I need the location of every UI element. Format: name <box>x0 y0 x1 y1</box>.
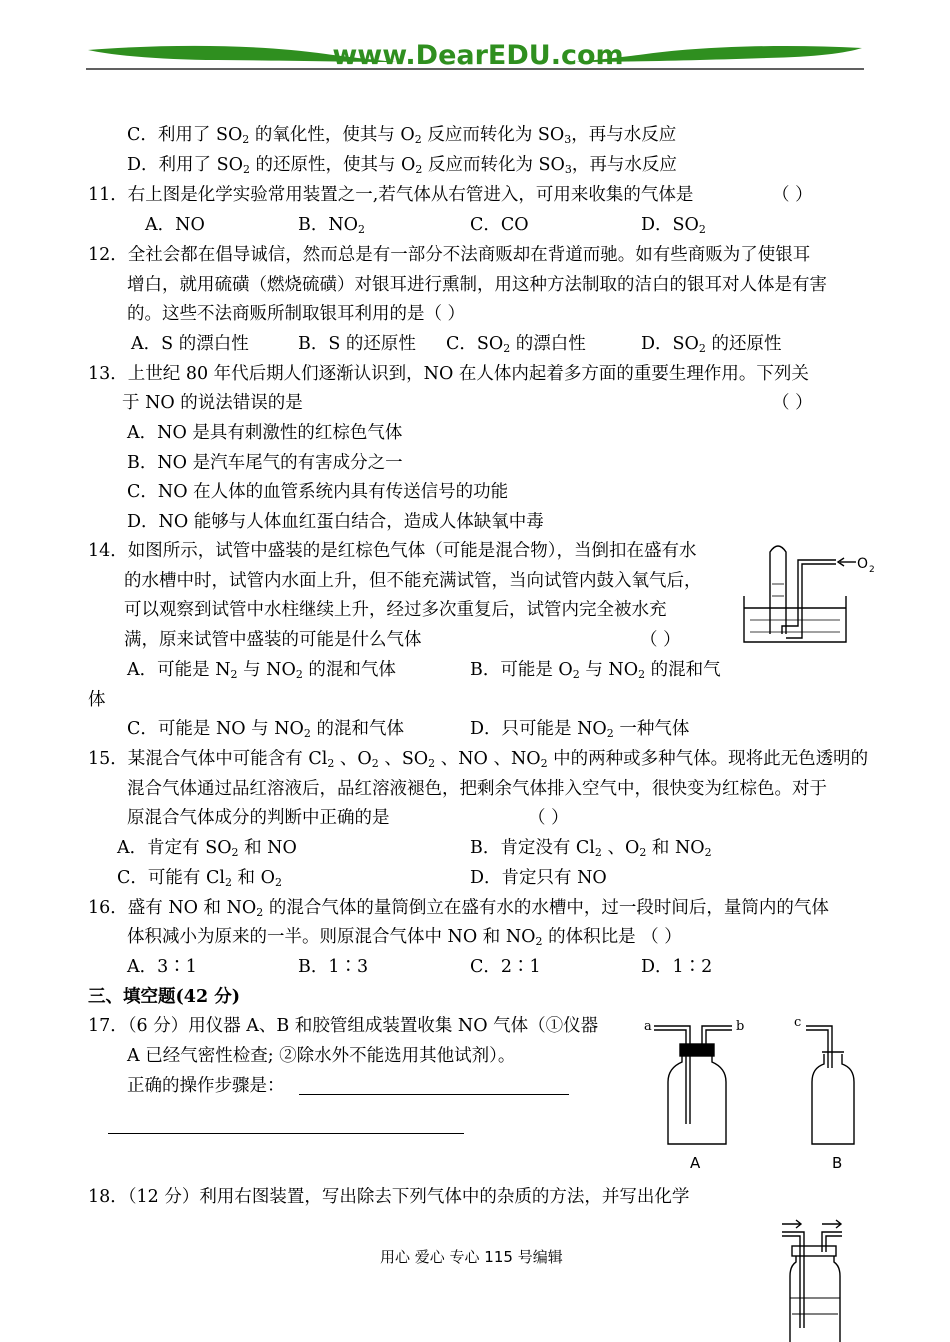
q12-option-c: C．$SO_2$ 的漂白性 <box>446 334 586 355</box>
q14-line-3: 可以观察到试管中水柱继续上升，经过多次重复后，试管内完全被水充 <box>124 600 667 620</box>
q14-answer-bracket: （ ） <box>640 630 681 650</box>
q17-answer-blank-2[interactable] <box>108 1133 464 1134</box>
q11-option-c: C．CO <box>470 215 529 235</box>
bottle-b <box>812 1054 854 1144</box>
water-trough <box>744 596 846 642</box>
q16-option-a: A．3∶1 <box>127 957 197 977</box>
q15-option-a: A．肯定有 $SO_2$ 和 NO <box>117 838 297 859</box>
label-a: a <box>644 1019 652 1034</box>
q17-line-3: 正确的操作步骤是： <box>127 1076 285 1096</box>
q13-option-d: D．NO 能够与人体血红蛋白结合，造成人体缺氧中毒 <box>127 512 544 532</box>
q16-option-d: D．1∶2 <box>641 957 713 977</box>
q14-option-b-wrap: 体 <box>88 690 106 710</box>
oxygen-label-sub: 2 <box>869 565 875 575</box>
q10-option-c: C．利用了 $SO_2$ 的氧化性，使其与 $O_2$ 反应而转化为 $SO_3$，再与水反应 <box>127 125 677 146</box>
q14-option-b: B．可能是 $O_2$ 与 $NO_2$ 的混和气 <box>470 660 721 681</box>
q18-apparatus-figure <box>778 1218 848 1342</box>
q14-line-4: 满，原来试管中盛装的可能是什么气体 <box>124 630 422 650</box>
q17-line-2: A 已经气密性检查; ②除水外不能选用其他试剂）。 <box>127 1046 516 1066</box>
q13-line-2: 于 NO 的说法错误的是 <box>122 393 303 413</box>
q12-option-a: A．S 的漂白性 <box>131 334 249 354</box>
q12-line-3: 的。这些不法商贩所制取银耳利用的是（ ） <box>127 304 466 324</box>
washing-bottle <box>790 1256 840 1342</box>
q17-apparatus-figure <box>640 1012 860 1174</box>
q13-line-1: 13．上世纪 80 年代后期人们逐渐认识到，NO 在人体内起着多方面的重要生理作用。下列关 <box>88 364 809 384</box>
q15-answer-bracket: （ ） <box>528 808 569 828</box>
label-b: b <box>736 1019 745 1034</box>
q16-option-b: B．1∶3 <box>298 957 369 977</box>
q12-option-d: D．$SO_2$ 的还原性 <box>641 334 782 355</box>
page-footer: 用心 爱心 专心 115 号编辑 <box>380 1248 563 1266</box>
bottle-a <box>668 1054 726 1144</box>
q14-line-1: 14．如图所示，试管中盛装的是红棕色气体（可能是混合物），当倒扣在盛有水 <box>88 541 697 561</box>
q16-option-c: C．2∶1 <box>470 957 541 977</box>
q12-line-2: 增白，就用硫磺（燃烧硫磺）对银耳进行熏制，用这种方法制取的洁白的银耳对人体是有害 <box>127 275 827 295</box>
q16-line-1: 16．盛有 NO 和 $NO_2$ 的混合气体的量筒倒立在盛有水的水槽中，过一段时间后，量筒内的气体 <box>88 898 829 919</box>
q14-option-c: C．可能是 NO 与 $NO_2$ 的混和气体 <box>127 719 404 740</box>
label-bottle-a: A <box>690 1154 701 1172</box>
q12-option-b: B．S 的还原性 <box>298 334 416 354</box>
q15-line-3: 原混合气体成分的判断中正确的是 <box>127 808 390 828</box>
q11-stem: 11．右上图是化学实验常用装置之一,若气体从右管进入，可用来收集的气体是 <box>88 185 694 205</box>
q10-option-d: D．利用了 $SO_2$ 的还原性，使其与 $O_2$ 反应而转化为 $SO_3$，再与水反应 <box>127 155 677 176</box>
section-3-title: 三、填空题(42 分) <box>88 987 241 1007</box>
q15-option-d: D．肯定只有 NO <box>470 868 607 888</box>
q14-option-d: D．只可能是 $NO_2$ 一种气体 <box>470 719 690 740</box>
q14-apparatus-figure <box>738 538 878 650</box>
q15-option-c: C．可能有 $Cl_2$ 和 $O_2$ <box>117 868 282 889</box>
q17-answer-blank-1[interactable] <box>299 1094 569 1095</box>
q14-line-2: 的水槽中时，试管内水面上升，但不能充满试管，当向试管内鼓入氧气后， <box>124 571 702 591</box>
site-title: www.DearEDU.com <box>332 40 624 71</box>
washing-bottle-stopper <box>792 1246 836 1256</box>
q13-option-b: B．NO 是汽车尾气的有害成分之一 <box>127 453 403 473</box>
q14-option-a: A．可能是 $N_2$ 与 $NO_2$ 的混和气体 <box>127 660 396 681</box>
q15-line-2: 混合气体通过品红溶液后，品红溶液褪色，把剩余气体排入空气中，很快变为红棕色。对于 <box>127 779 827 799</box>
q11-option-b: B．$NO_2$ <box>298 215 366 236</box>
q13-option-a: A．NO 是具有刺激性的红棕色气体 <box>127 423 403 443</box>
oxygen-label: O <box>857 556 869 572</box>
q11-option-d: D．$SO_2$ <box>641 215 706 236</box>
q13-option-c: C．NO 在人体的血管系统内具有传送信号的功能 <box>127 482 509 502</box>
q18-line-1: 18．（12 分）利用右图装置，写出除去下列气体中的杂质的方法，并写出化学 <box>88 1187 690 1207</box>
q15-option-b: B．肯定没有 $Cl_2$ 、$O_2$ 和 $NO_2$ <box>470 838 712 859</box>
q11-option-a: A．NO <box>145 215 205 235</box>
outlet-tube <box>822 1232 842 1252</box>
header-banner <box>86 38 866 72</box>
label-bottle-b: B <box>832 1154 843 1172</box>
bottle-a-stopper <box>680 1044 714 1056</box>
label-c: c <box>794 1015 802 1030</box>
q13-answer-bracket: （ ） <box>772 393 813 413</box>
q15-line-1: 15．某混合气体中可能含有 $Cl_2$ 、$O_2$ 、$SO_2$ 、NO 、$NO_2$ 中的两种或多种气体。现将此无色透明的 <box>88 749 869 770</box>
q11-answer-bracket: （ ） <box>772 185 813 205</box>
q12-line-1: 12．全社会都在倡导诚信，然而总是有一部分不法商贩却在背道而驰。如有些商贩为了使银耳 <box>88 245 811 265</box>
inverted-test-tube <box>770 546 786 634</box>
q17-line-1: 17．（6 分）用仪器 A、B 和胶管组成装置收集 NO 气体（①仪器 <box>88 1016 599 1036</box>
oxygen-delivery-tube <box>782 560 836 634</box>
q16-line-2: 体积减小为原来的一半。则原混合气体中 NO 和 $NO_2$ 的体积比是 （ ） <box>127 927 682 948</box>
bottle-a-tube-a <box>654 1026 690 1124</box>
